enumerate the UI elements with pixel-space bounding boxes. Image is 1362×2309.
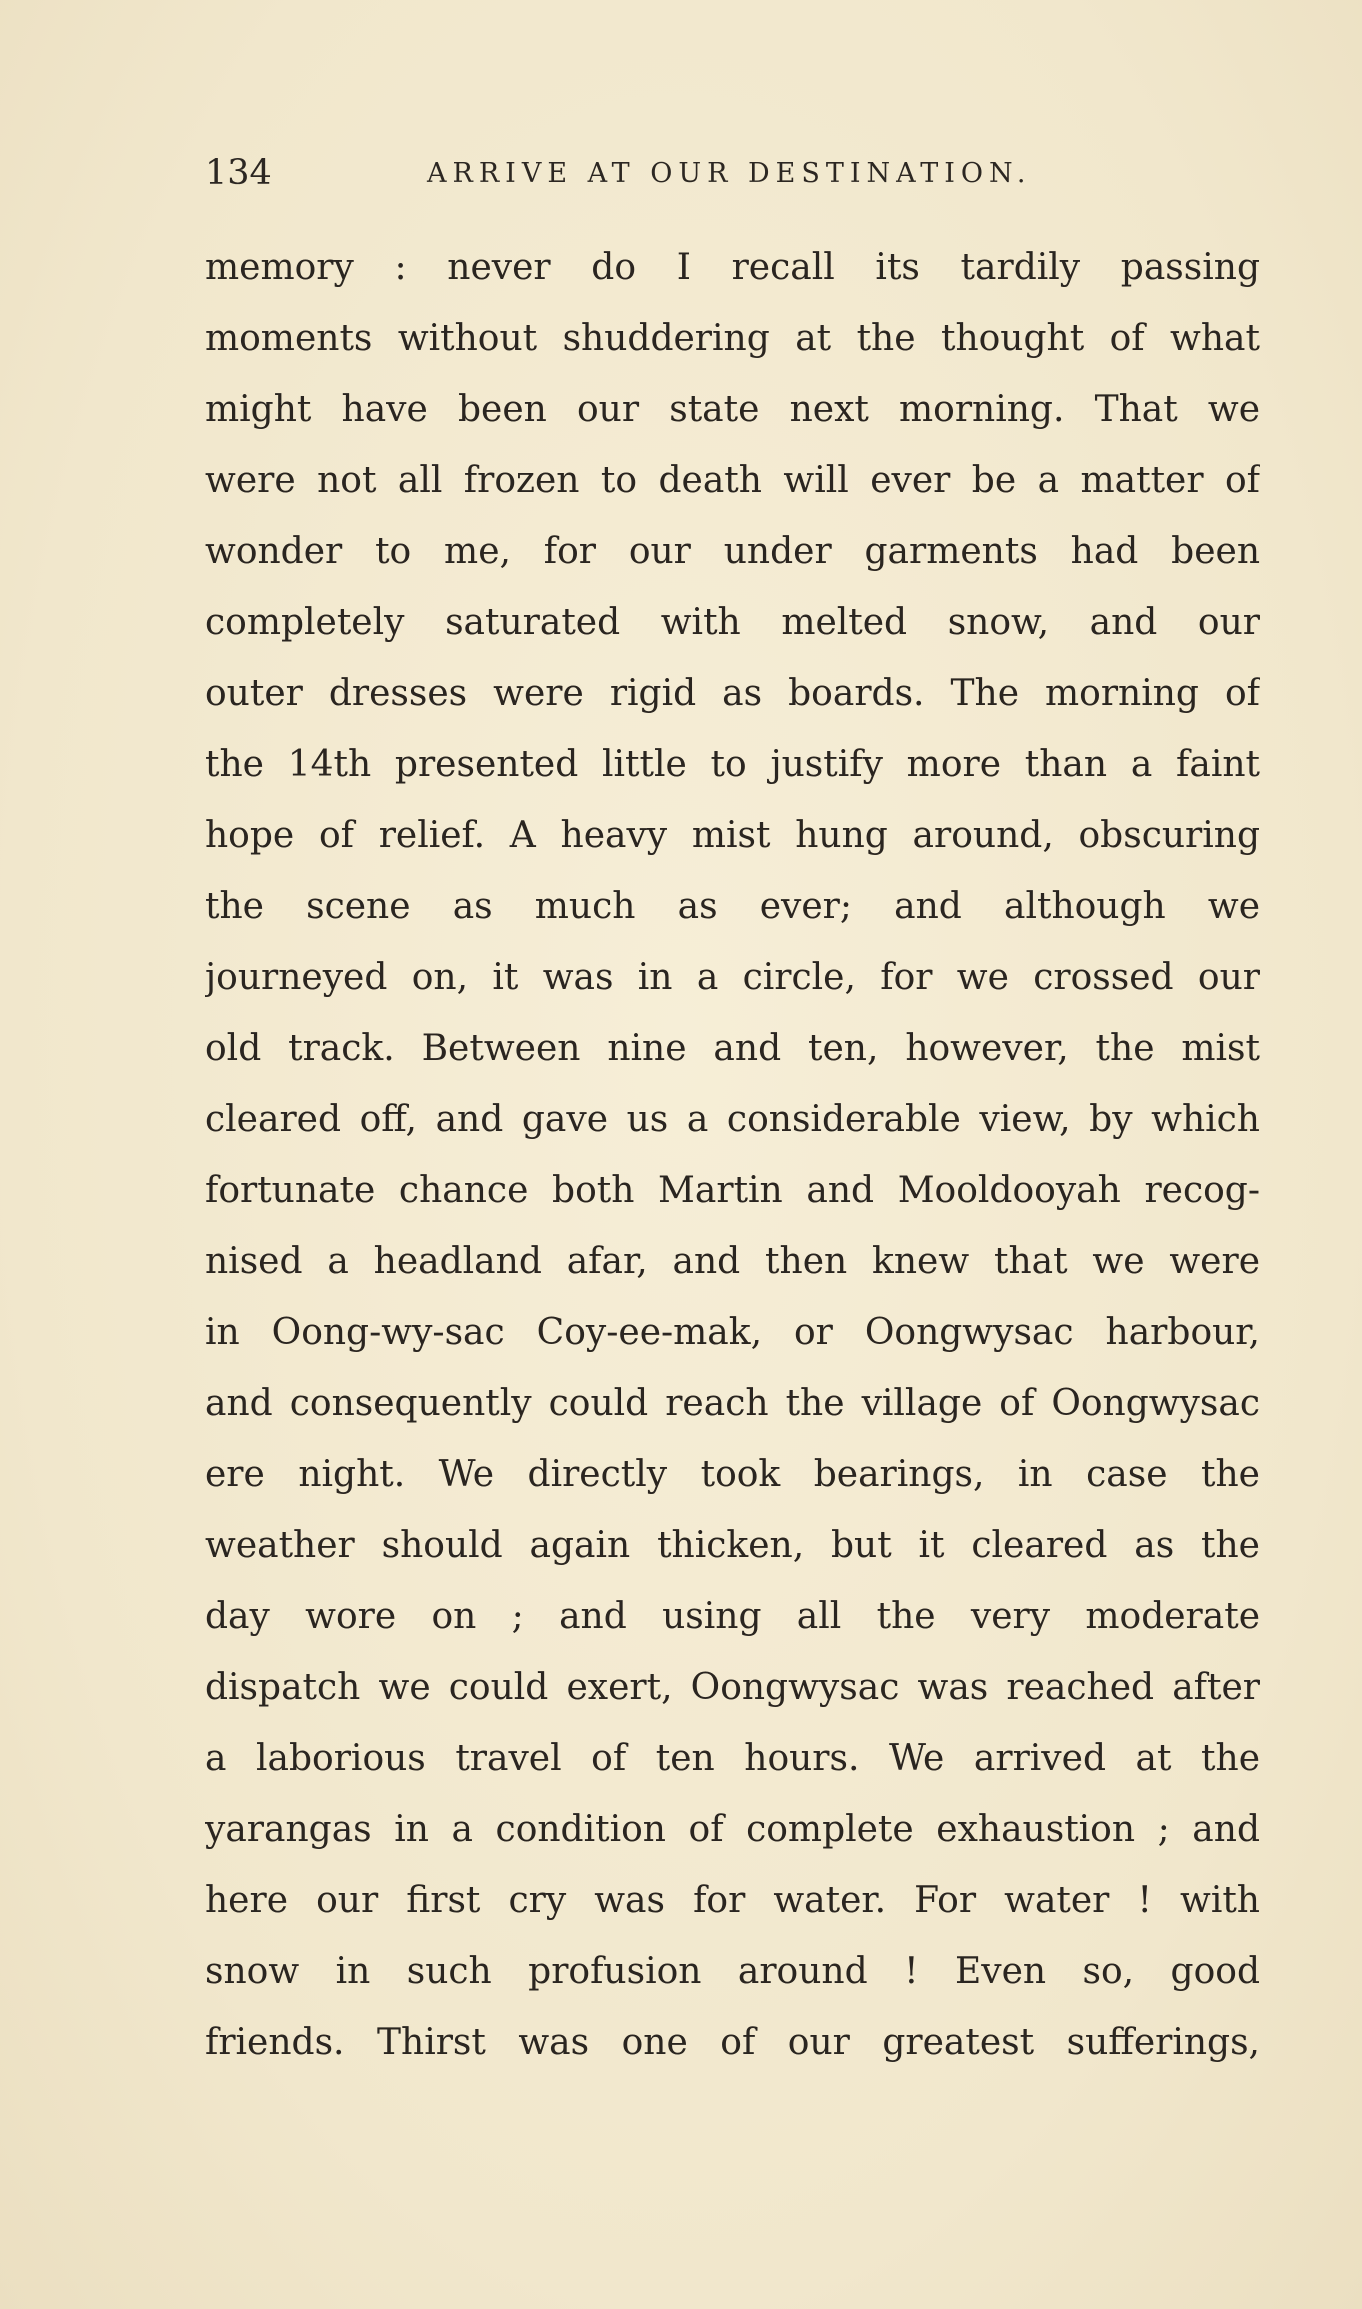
text-line: outer dresses were rigid as boards. The morning of <box>205 673 1260 714</box>
text-line: and consequently could reach the village of Oongwysac <box>205 1383 1260 1424</box>
text-line: might have been our state next morning. That we <box>205 389 1260 430</box>
text-line: memory : never do I recall its tardily passing <box>205 247 1260 288</box>
text-line: wonder to me, for our under garments had been <box>205 531 1260 572</box>
running-head <box>205 148 1032 198</box>
text-line: cleared off, and gave us a considerable view, by which <box>205 1099 1260 1140</box>
text-line: here our first cry was for water. For water ! with <box>205 1880 1260 1921</box>
text-line: were not all frozen to death will ever be a matter of <box>205 460 1260 501</box>
text-line: ere night. We directly took bearings, in case the <box>205 1454 1260 1495</box>
text-line: yarangas in a condition of complete exhaustion ; and <box>205 1809 1260 1850</box>
text-line: fortunate chance both Martin and Mooldooyah recog- <box>205 1170 1260 1211</box>
text-line: completely saturated with melted snow, and our <box>205 602 1260 643</box>
text-line: old track. Between nine and ten, however, the mist <box>205 1028 1260 1069</box>
text-line: nised a headland afar, and then knew that we were <box>205 1241 1260 1282</box>
text-line: in Oong-wy-sac Coy-ee-mak, or Oongwysac harbour, <box>205 1312 1260 1353</box>
text-line: a laborious travel of ten hours. We arrived at the <box>205 1738 1260 1779</box>
text-line: day wore on ; and using all the very moderate <box>205 1596 1260 1637</box>
page-number: 134 <box>205 153 272 193</box>
running-title: ARRIVE AT OUR DESTINATION. <box>427 158 1032 189</box>
text-line: journeyed on, it was in a circle, for we crossed our <box>205 957 1260 998</box>
body-text <box>205 232 1260 2078</box>
text-line: dispatch we could exert, Oongwysac was reached after <box>205 1667 1260 1708</box>
text-line: snow in such profusion around ! Even so, good <box>205 1951 1260 1992</box>
text-line: hope of relief. A heavy mist hung around, obscuring <box>205 815 1260 856</box>
text-line: the scene as much as ever; and although we <box>205 886 1260 927</box>
text-line: weather should again thicken, but it cleared as the <box>205 1525 1260 1566</box>
text-line: moments without shuddering at the thought of what <box>205 318 1260 359</box>
text-line: the 14th presented little to justify more than a faint <box>205 744 1260 785</box>
text-line: friends. Thirst was one of our greatest sufferings, <box>205 2022 1260 2063</box>
